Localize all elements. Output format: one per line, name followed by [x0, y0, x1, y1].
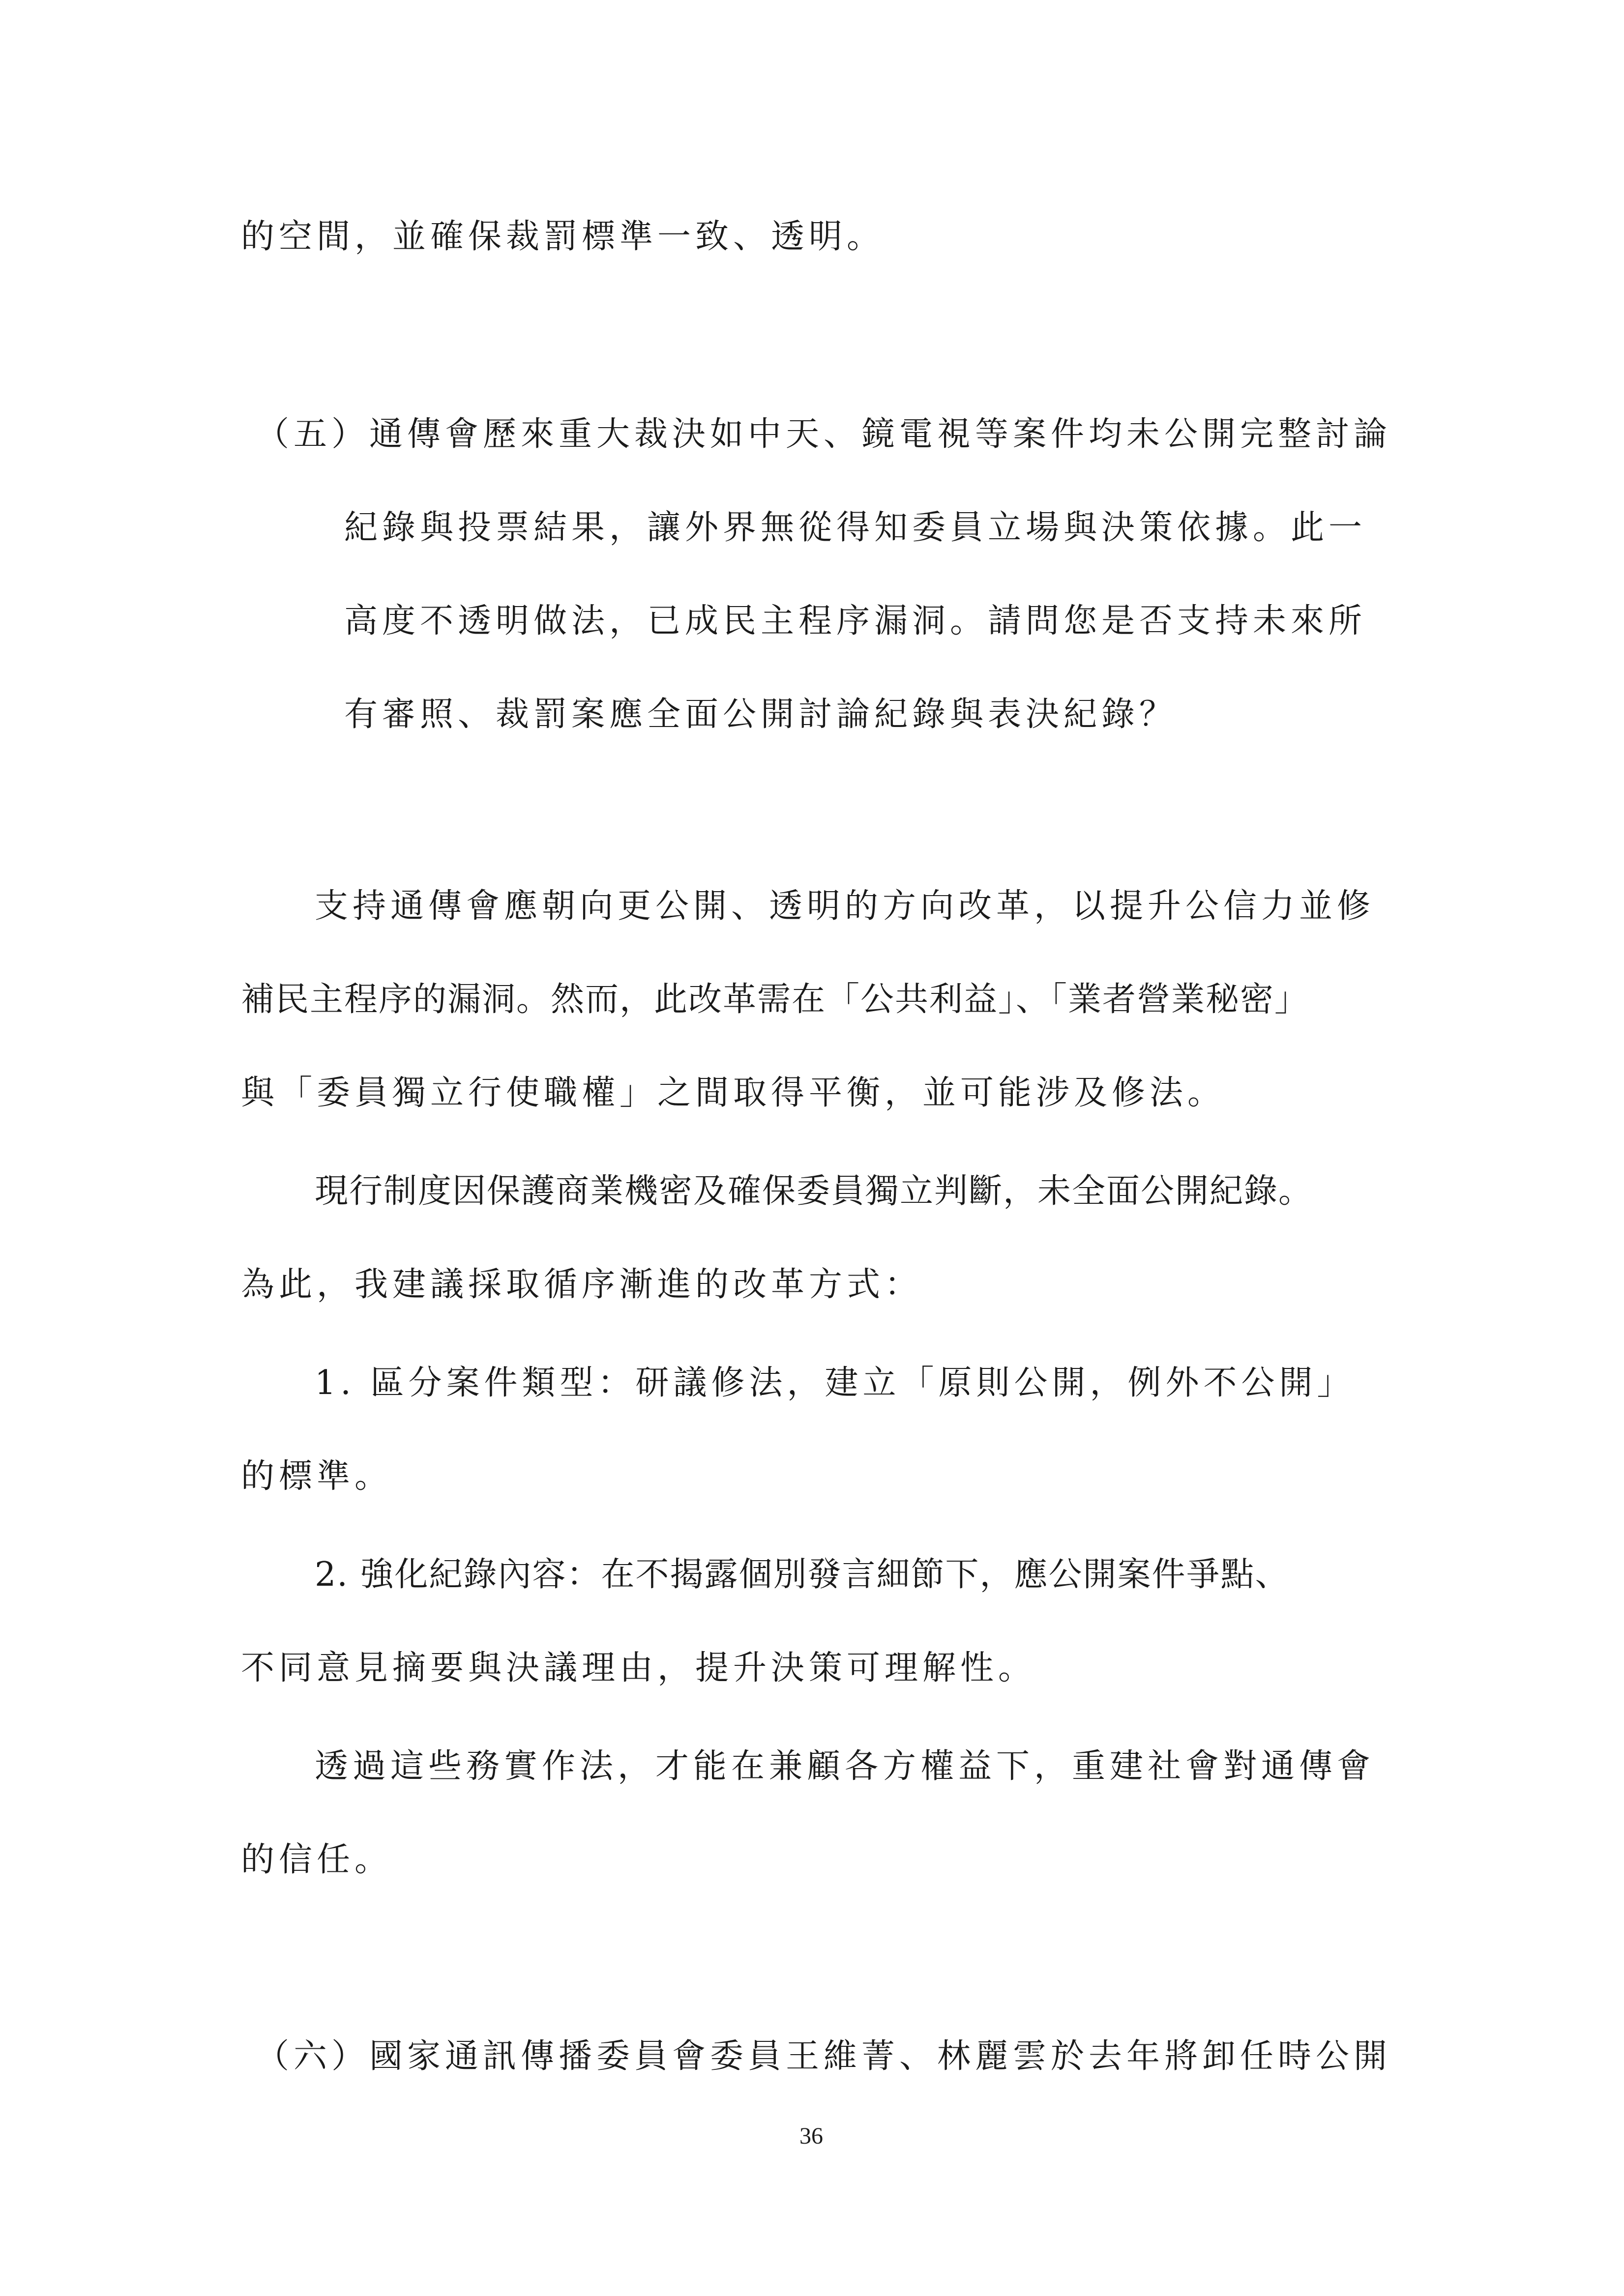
- question-six-line: （六）國家通訊傳播委員會委員王維菁、林麗雲於去年將卸任時公開: [256, 2037, 1392, 2076]
- question-five-line: 紀錄與投票結果，讓外界無從得知委員立場與決策依據。此一: [344, 508, 1367, 547]
- answer-line: 支持通傳會應朝向更公開、透明的方向改革，以提升公信力並修: [315, 887, 1375, 926]
- answer-line: 現行制度因保護商業機密及確保委員獨立判斷，未全面公開紀錄。: [315, 1172, 1313, 1211]
- answer-line: 補民主程序的漏洞。然而，此改革需在「公共利益」、「業者營業秘密」: [241, 980, 1309, 1019]
- question-five-line: （五）通傳會歷來重大裁決如中天、鏡電視等案件均未公開完整討論: [256, 415, 1392, 454]
- paragraph-line: 的空間，並確保裁罰標準一致、透明。: [241, 217, 885, 256]
- question-five-line: 高度不透明做法，已成民主程序漏洞。請問您是否支持未來所: [344, 602, 1367, 640]
- numbered-item-line: 不同意見摘要與決議理由，提升決策可理解性。: [241, 1649, 1036, 1687]
- answer-line: 為此，我建議採取循序漸進的改革方式：: [241, 1265, 923, 1304]
- numbered-item-line: 的標準。: [241, 1457, 393, 1496]
- numbered-item-line: 2. 強化紀錄內容：在不揭露個別發言細節下，應公開案件爭點、: [315, 1555, 1290, 1594]
- numbered-item-line: 1. 區分案件類型：研議修法，建立「原則公開，例外不公開」: [315, 1364, 1355, 1402]
- answer-line: 透過這些務實作法，才能在兼顧各方權益下，重建社會對通傳會: [315, 1747, 1375, 1786]
- answer-line: 與「委員獨立行使職權」之間取得平衡，並可能涉及修法。: [241, 1074, 1226, 1112]
- question-five-line: 有審照、裁罰案應全面公開討論紀錄與表決紀錄？: [344, 695, 1178, 734]
- page-number: 36: [799, 2123, 823, 2149]
- answer-line: 的信任。: [241, 1840, 393, 1879]
